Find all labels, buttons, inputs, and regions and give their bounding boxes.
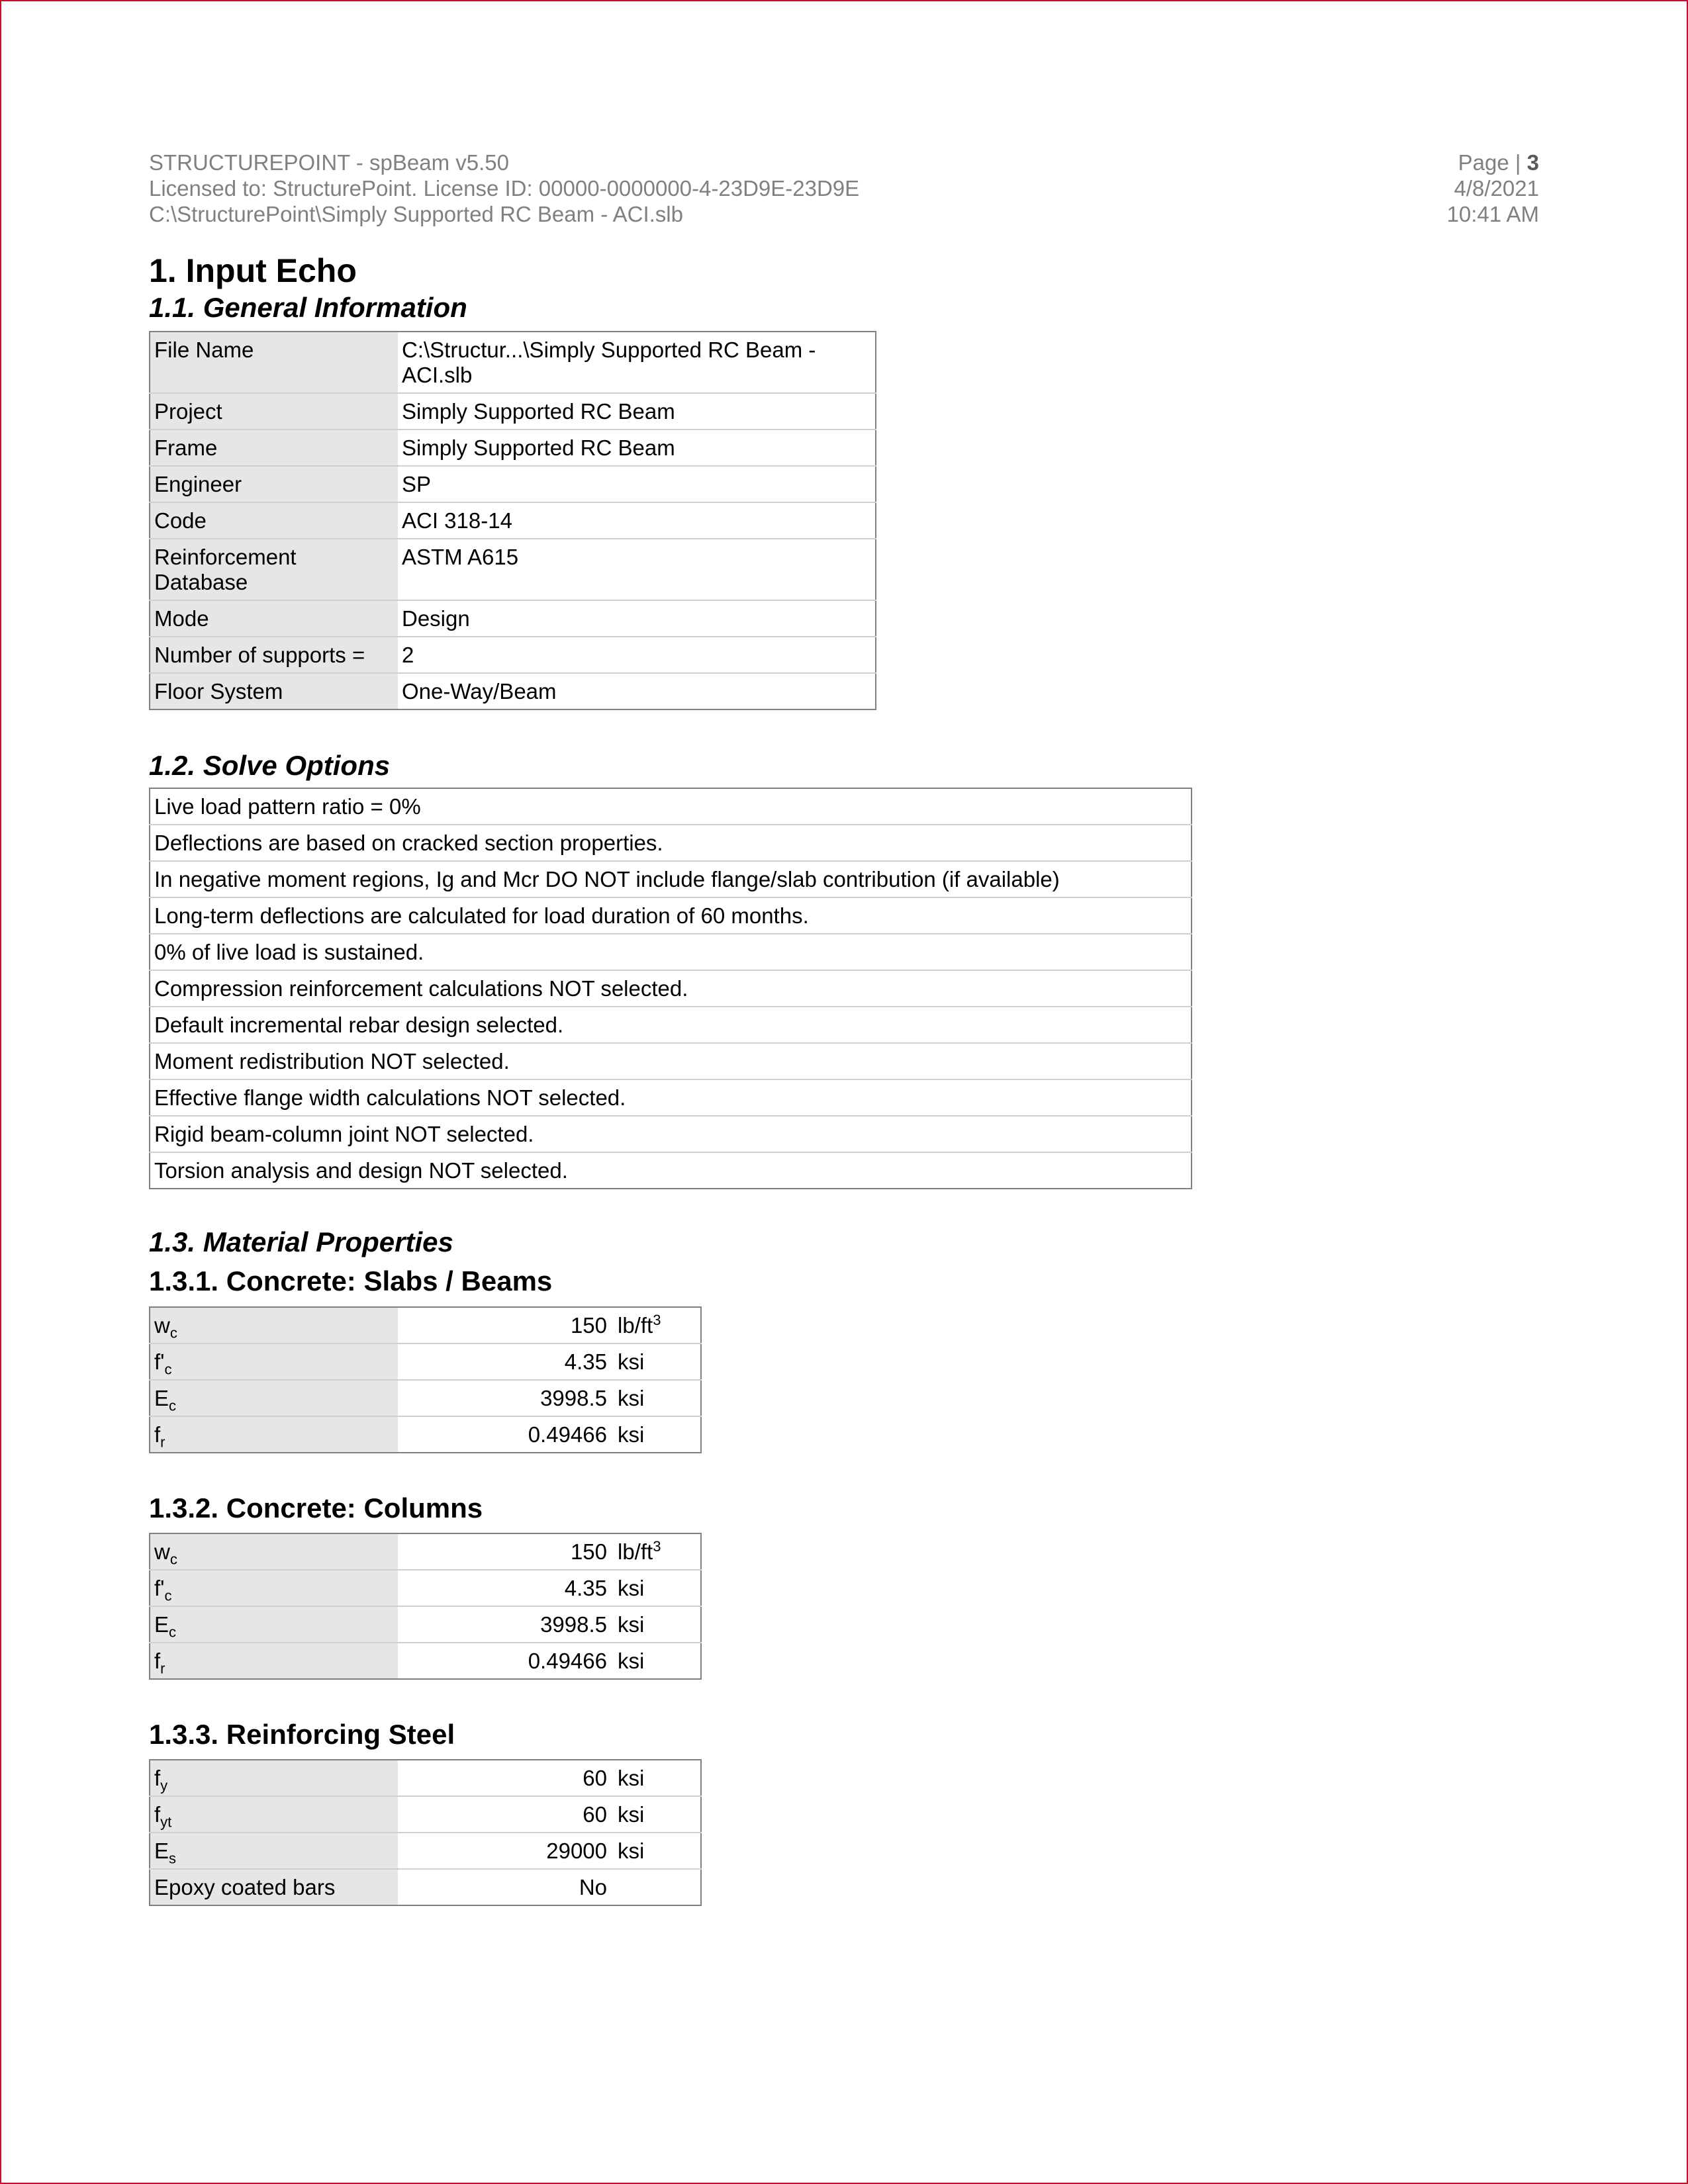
property-unit <box>614 1796 701 1833</box>
table-row <box>150 1533 701 1570</box>
symbol-text: f <box>154 1649 161 1673</box>
table-row <box>150 1760 701 1796</box>
table-row <box>150 539 876 600</box>
unit-superscript: 3 <box>653 1312 661 1328</box>
file-path: C:\StructurePoint\Simply Supported RC Beam - ACI.slb <box>149 202 683 226</box>
property-value: 150 <box>570 1539 607 1564</box>
table-row <box>150 825 1192 861</box>
table-row <box>150 1606 701 1643</box>
symbol-subscript: y <box>160 1777 168 1794</box>
property-value: No <box>398 1869 614 1905</box>
property-symbol <box>150 1570 398 1606</box>
symbol-subscript: s <box>169 1850 177 1867</box>
table-row <box>150 1043 1192 1079</box>
table-row <box>150 1116 1192 1152</box>
property-value: 150 <box>570 1313 607 1338</box>
symbol-text: w <box>154 1539 170 1564</box>
section-title-input-echo: 1. Input Echo <box>149 252 357 289</box>
unit-text: ksi <box>618 1766 645 1790</box>
symbol-subscript: c <box>169 1551 177 1568</box>
unit-superscript: 3 <box>653 1538 661 1555</box>
row-value: ASTM A615 <box>398 539 876 600</box>
property-symbol <box>150 1380 398 1416</box>
property-unit <box>614 1380 701 1416</box>
unit-text: ksi <box>618 1612 645 1637</box>
property-unit <box>614 1343 701 1380</box>
unit-text: ksi <box>618 1839 645 1863</box>
page-number: 3 <box>1526 150 1539 175</box>
property-symbol <box>150 1643 398 1679</box>
table-row <box>150 1152 1192 1189</box>
section-title-concrete-columns: 1.3.2. Concrete: Columns <box>149 1492 483 1524</box>
row-value: Simply Supported RC Beam <box>398 430 876 466</box>
property-unit <box>614 1833 701 1869</box>
row-label: Project <box>150 393 398 430</box>
symbol-subscript: c <box>169 1397 177 1414</box>
general-information-table <box>149 331 876 710</box>
section-title-reinforcing-steel: 1.3.3. Reinforcing Steel <box>149 1719 455 1750</box>
property-value: 60 <box>583 1766 607 1790</box>
solve-option-text: Moment redistribution NOT selected. <box>150 1043 1192 1079</box>
property-unit <box>614 1760 701 1796</box>
symbol-subscript: c <box>169 1324 177 1342</box>
table-row <box>150 861 1192 897</box>
table-row <box>150 673 876 709</box>
table-row <box>150 1416 701 1453</box>
solve-option-text: Default incremental rebar design selected. <box>150 1007 1192 1043</box>
table-row <box>150 1643 701 1679</box>
symbol-subscript: c <box>164 1587 172 1604</box>
solve-option-text: Live load pattern ratio = 0% <box>154 794 421 819</box>
symbol-subscript: r <box>160 1660 165 1677</box>
row-value: SP <box>398 466 876 502</box>
report-header-left <box>149 150 859 227</box>
property-value: 3998.5 <box>398 1606 614 1643</box>
report-time: 10:41 AM <box>1446 202 1539 226</box>
solve-option-text: In negative moment regions, Ig and Mcr DO NOT include flange/slab contribution (if available) <box>150 861 1192 897</box>
property-symbol <box>150 1307 398 1343</box>
table-row <box>150 897 1192 934</box>
property-value: 3998.5 <box>398 1380 614 1416</box>
report-date: 4/8/2021 <box>1454 176 1539 201</box>
unit-text: ksi <box>618 1349 645 1374</box>
table-row <box>150 466 876 502</box>
table-row <box>150 502 876 539</box>
symbol-text: f' <box>154 1349 165 1374</box>
table-row <box>150 788 1192 825</box>
symbol-text: f <box>154 1766 161 1790</box>
property-value: 29000 <box>398 1833 614 1869</box>
solve-option-text: Compression reinforcement calculations NOT selected. <box>150 970 1192 1007</box>
row-label: Mode <box>150 600 398 637</box>
table-row <box>150 1007 1192 1043</box>
row-label: Reinforcement Database <box>150 539 398 600</box>
symbol-subscript: c <box>164 1361 172 1378</box>
row-value: C:\Structur...\Simply Supported RC Beam - ACI.slb <box>402 338 816 387</box>
solve-option-text: Torsion analysis and design NOT selected. <box>150 1152 1192 1189</box>
table-row <box>150 1343 701 1380</box>
property-unit <box>614 1869 701 1905</box>
property-value: 0.49466 <box>398 1643 614 1679</box>
unit-text: lb/ft <box>618 1539 653 1564</box>
table-row <box>150 332 876 393</box>
unit-text: lb/ft <box>618 1313 653 1338</box>
symbol-subscript: yt <box>160 1813 172 1831</box>
symbol-text: Epoxy coated bars <box>154 1875 336 1899</box>
row-value: One-Way/Beam <box>398 673 876 709</box>
property-unit <box>614 1643 701 1679</box>
property-value: 60 <box>398 1796 614 1833</box>
property-value: 0.49466 <box>398 1416 614 1453</box>
symbol-subscript: c <box>169 1623 177 1641</box>
row-label: Engineer <box>150 466 398 502</box>
property-symbol <box>150 1343 398 1380</box>
concrete-slabs-beams-table <box>149 1306 702 1453</box>
symbol-text: E <box>154 1386 169 1410</box>
row-label: Number of supports = <box>150 637 398 673</box>
table-row <box>150 1307 701 1343</box>
property-symbol <box>150 1606 398 1643</box>
page-label: Page | <box>1458 150 1527 175</box>
property-symbol <box>150 1533 398 1570</box>
page-indicator <box>1447 150 1539 175</box>
property-unit <box>614 1570 701 1606</box>
symbol-subscript: r <box>160 1433 165 1451</box>
property-unit <box>614 1307 701 1343</box>
section-title-concrete-slabs-beams: 1.3.1. Concrete: Slabs / Beams <box>149 1265 553 1297</box>
unit-text: ksi <box>618 1576 645 1600</box>
section-title-general-information: 1.1. General Information <box>149 292 467 323</box>
row-label: Floor System <box>150 673 398 709</box>
property-value: 4.35 <box>398 1343 614 1380</box>
table-row <box>150 1079 1192 1116</box>
property-unit <box>614 1606 701 1643</box>
table-row <box>150 1796 701 1833</box>
table-row <box>150 1380 701 1416</box>
table-row <box>150 1570 701 1606</box>
row-value: Simply Supported RC Beam <box>398 393 876 430</box>
symbol-text: f <box>154 1802 161 1827</box>
solve-options-table <box>149 788 1192 1189</box>
row-value: Design <box>398 600 876 637</box>
property-value: 4.35 <box>398 1570 614 1606</box>
table-row <box>150 430 876 466</box>
report-header-right <box>1447 150 1539 227</box>
unit-text: ksi <box>618 1649 645 1673</box>
row-value: 2 <box>398 637 876 673</box>
symbol-text: E <box>154 1839 169 1863</box>
solve-option-text: Effective flange width calculations NOT selected. <box>150 1079 1192 1116</box>
row-label: Code <box>150 502 398 539</box>
symbol-text: w <box>154 1313 170 1338</box>
license-info: Licensed to: StructurePoint. License ID: 00000-0000000-4-23D9E-23D9E <box>149 176 860 201</box>
symbol-text: f <box>154 1422 161 1447</box>
solve-option-text: Long-term deflections are calculated for load duration of 60 months. <box>150 897 1192 934</box>
property-unit <box>614 1533 701 1570</box>
table-row <box>150 1833 701 1869</box>
section-title-solve-options: 1.2. Solve Options <box>149 750 391 781</box>
row-label: Frame <box>150 430 398 466</box>
solve-option-text: Deflections are based on cracked section properties. <box>150 825 1192 861</box>
section-title-material-properties: 1.3. Material Properties <box>149 1226 453 1257</box>
table-row <box>150 934 1192 970</box>
table-row <box>150 600 876 637</box>
solve-option-text: 0% of live load is sustained. <box>150 934 1192 970</box>
property-symbol <box>150 1869 398 1905</box>
row-value: ACI 318-14 <box>398 502 876 539</box>
table-row <box>150 970 1192 1007</box>
software-name: STRUCTUREPOINT - spBeam v5.50 <box>149 150 510 175</box>
table-row <box>150 1869 701 1905</box>
unit-text: ksi <box>618 1422 645 1447</box>
symbol-text: E <box>154 1612 169 1637</box>
property-symbol <box>150 1416 398 1453</box>
reinforcing-steel-table <box>149 1759 702 1906</box>
solve-option-text: Rigid beam-column joint NOT selected. <box>150 1116 1192 1152</box>
row-label: File Name <box>150 332 398 393</box>
concrete-columns-table <box>149 1533 702 1680</box>
property-symbol <box>150 1833 398 1869</box>
property-unit <box>614 1416 701 1453</box>
unit-text: ksi <box>618 1386 645 1410</box>
unit-text: ksi <box>618 1802 645 1827</box>
symbol-text: f' <box>154 1576 165 1600</box>
table-row <box>150 393 876 430</box>
table-row <box>150 637 876 673</box>
property-symbol <box>150 1796 398 1833</box>
property-symbol <box>150 1760 398 1796</box>
